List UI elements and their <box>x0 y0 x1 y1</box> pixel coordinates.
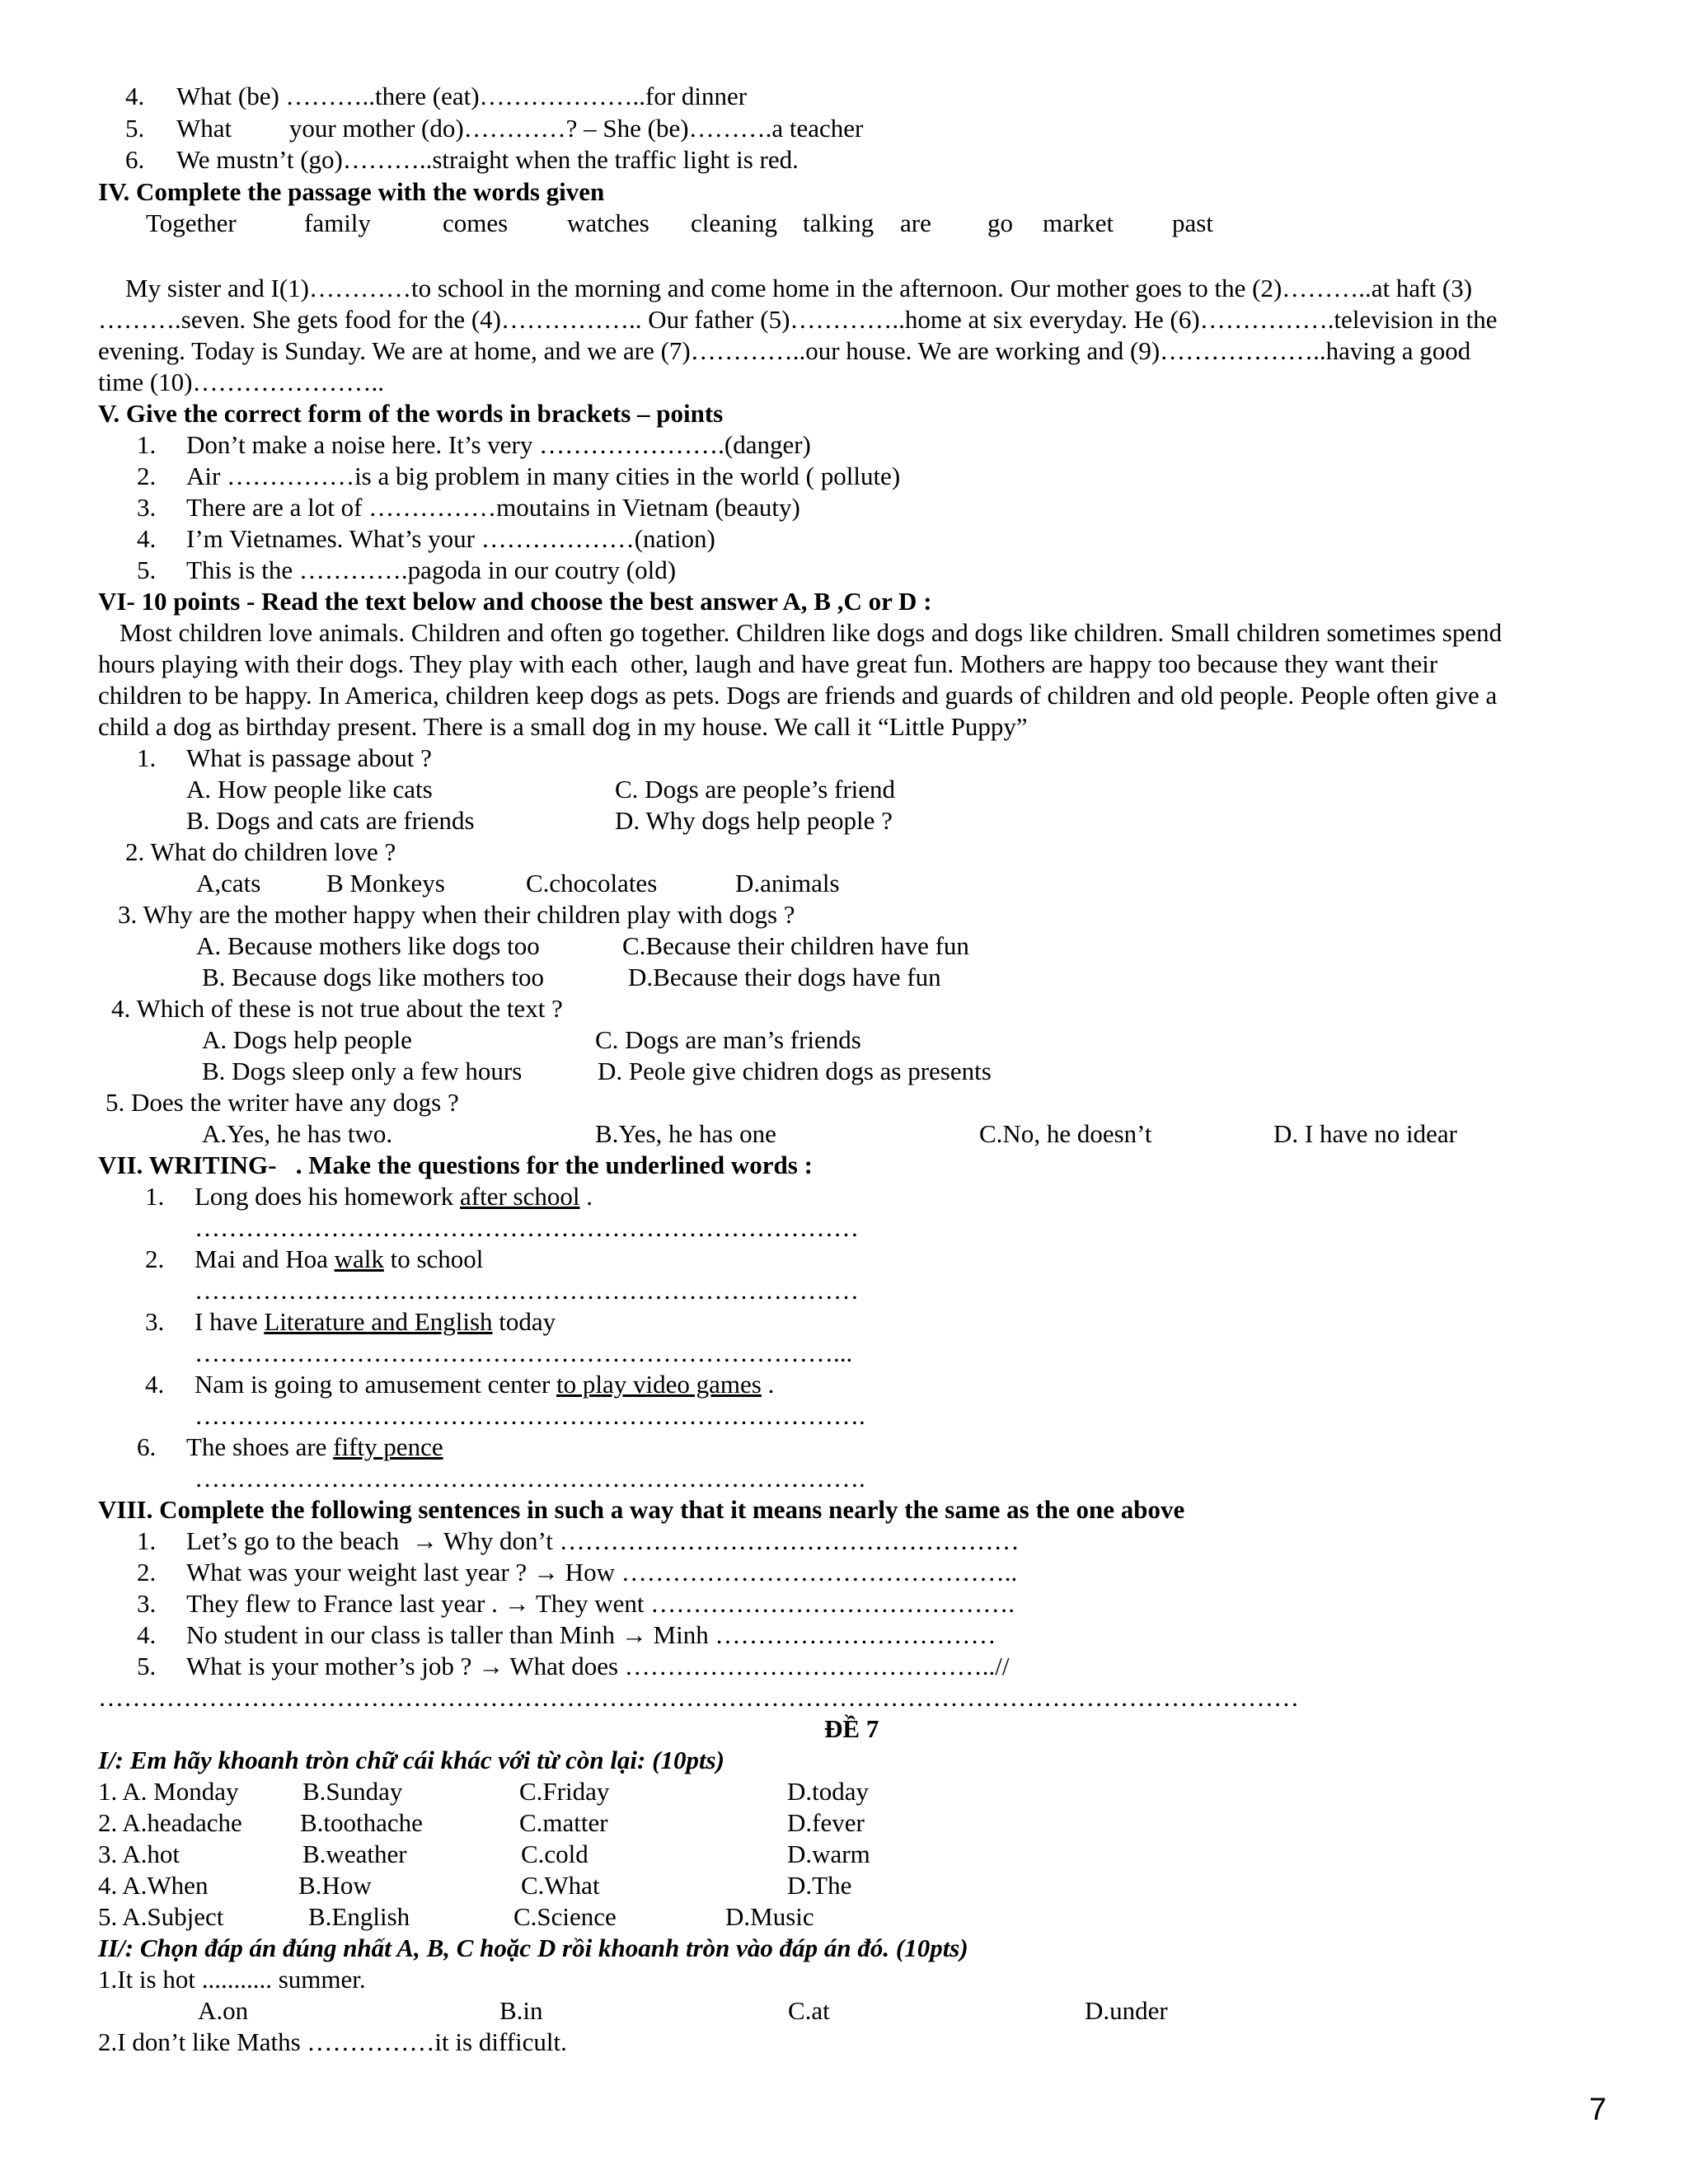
answer-option: C.at <box>788 1996 830 2025</box>
exercise-item: 2. <box>137 1558 157 1586</box>
exercise-item: 4. <box>125 82 145 110</box>
answer-option: C.No, he doesn’t <box>979 1119 1152 1148</box>
passage-line: child a dog as birthday present. There is a small dog in my house. We call it “Little Puppy” <box>98 712 1028 741</box>
answer-option: B Monkeys <box>326 869 445 898</box>
exercise-text: The shoes are fifty pence <box>186 1432 443 1461</box>
exercise-text: Mai and Hoa walk to school <box>195 1244 484 1273</box>
question-text: 2. What do children love ? <box>125 837 396 866</box>
exercise-text: We mustn’t (go)………..straight when the traffic light is red. <box>176 145 799 174</box>
answer-option: B.English <box>308 1902 410 1931</box>
exercise-item: 2. <box>137 462 157 490</box>
answer-line: ……………………………………………………………………. <box>195 1464 865 1493</box>
answer-line: ……………………………………………………………………. <box>195 1401 865 1430</box>
exercise-item: 5. <box>125 114 145 143</box>
section-heading: VIII. Complete the following sentences in such a way that it means nearly the same as the one above <box>98 1495 1185 1524</box>
exercise-text: No student in our class is taller than Minh → Minh …………………………… <box>186 1620 996 1649</box>
exercise-text: They flew to France last year . → They went ……………………………………. <box>186 1589 1015 1618</box>
answer-option: B.Sunday <box>302 1777 403 1806</box>
exercise-item: 4. <box>137 1620 157 1649</box>
section-heading: VII. WRITING- . Make the questions for the underlined words : <box>98 1151 813 1179</box>
exercise-item: 5. <box>137 1652 157 1680</box>
answer-option: 4. A.When <box>98 1871 209 1900</box>
exercise-item: 4. <box>145 1370 165 1399</box>
answer-line: …………………………………………………………………… <box>195 1213 859 1242</box>
answer-option: 5. A.Subject <box>98 1902 224 1931</box>
exercise-item: 2. <box>145 1244 165 1273</box>
answer-option: C.Friday <box>519 1777 610 1806</box>
exercise-item: 1. <box>137 1526 157 1555</box>
answer-option: B.toothache <box>300 1808 423 1837</box>
answer-option: D.animals <box>735 869 840 898</box>
word-bank-item: watches <box>567 209 649 237</box>
exercise-text: Nam is going to amusement center to play video games . <box>195 1370 775 1399</box>
answer-option: D.today <box>787 1777 870 1806</box>
question-text: 1.It is hot ........... summer. <box>98 1965 366 1994</box>
exercise-text: I’m Vietnames. What’s your ………………(nation) <box>186 524 715 553</box>
exercise-text: What is your mother’s job ? → What does ……………………………………..// <box>186 1652 1010 1680</box>
exercise-item: 3. <box>145 1307 165 1336</box>
answer-option: D. Peole give chidren dogs as presents <box>598 1057 992 1085</box>
underlined-words: walk <box>334 1244 384 1273</box>
question-number: 1. <box>137 743 157 772</box>
answer-option: B.How <box>298 1871 372 1900</box>
answer-option: A.Yes, he has two. <box>202 1119 393 1148</box>
word-bank-item: market <box>1043 209 1114 237</box>
exercise-text: Don’t make a noise here. It’s very ………………….(danger) <box>186 430 811 459</box>
answer-option: A.on <box>198 1996 249 2025</box>
word-bank-item: comes <box>443 209 509 237</box>
answer-option: C.Because their children have fun <box>622 931 969 960</box>
section-heading: I/: Em hãy khoanh tròn chữ cái khác với từ còn lại: (10pts) <box>98 1746 724 1774</box>
answer-option: B.weather <box>302 1840 407 1868</box>
answer-option: D.Music <box>725 1902 814 1931</box>
exercise-item: 6. <box>125 145 145 174</box>
answer-option: C. Dogs are man’s friends <box>595 1025 861 1054</box>
answer-option: D. Why dogs help people ? <box>615 806 893 835</box>
passage-line: Most children love animals. Children and often go together. Children like dogs and dogs like children. Small children sometimes spend <box>120 618 1503 647</box>
answer-option: 3. A.hot <box>98 1840 181 1868</box>
answer-option: C.What <box>521 1871 600 1900</box>
exercise-item: 1. <box>137 430 157 459</box>
answer-option: D. I have no idear <box>1273 1119 1457 1148</box>
answer-line: …………………………………………………………………… <box>195 1276 859 1305</box>
question-text: 4. Which of these is not true about the text ? <box>111 994 563 1023</box>
word-bank-item: are <box>900 209 931 237</box>
answer-option: B. Because dogs like mothers too <box>202 963 544 991</box>
answer-option: B. Dogs sleep only a few hours <box>202 1057 523 1085</box>
answer-option: D.fever <box>787 1808 865 1837</box>
underlined-words: to play video games <box>556 1370 762 1399</box>
answer-option: D.warm <box>787 1840 870 1868</box>
exercise-text: What your mother (do)…………? – She (be)……….a teacher <box>176 114 864 143</box>
answer-option: B. Dogs and cats are friends <box>186 806 475 835</box>
exercise-text: This is the ………….pagoda in our coutry (old) <box>186 555 677 584</box>
exercise-text: What (be) ………..there (eat)………………..for dinner <box>176 82 748 110</box>
answer-option: D.The <box>787 1871 852 1900</box>
underlined-words: Literature and English <box>264 1307 493 1336</box>
exercise-text: What was your weight last year ? → How ……………………………………….. <box>186 1558 1018 1586</box>
question-text: 2.I don’t like Maths ……………it is difficult. <box>98 2027 567 2056</box>
exercise-item: 5. <box>137 555 157 584</box>
word-bank-item: cleaning <box>691 209 778 237</box>
answer-option: 2. A.headache <box>98 1808 242 1837</box>
answer-option: B.Yes, he has one <box>595 1119 776 1148</box>
passage-line: hours playing with their dogs. They play with each other, laugh and have great fun. Mothers are happy too because they want their <box>98 649 1438 678</box>
section-heading: II/: Chọn đáp án đúng nhất A, B, C hoặc D rồi khoanh tròn vào đáp án đó. (10pts) <box>98 1933 968 1962</box>
answer-option: B.in <box>499 1996 543 2025</box>
question-text: What is passage about ? <box>186 743 432 772</box>
question-text: 5. Does the writer have any dogs ? <box>106 1088 459 1117</box>
passage-line: time (10)………………….. <box>98 368 384 396</box>
exercise-text: I have Literature and English today <box>195 1307 556 1336</box>
exercise-text: Let’s go to the beach → Why don’t ……………………………………………… <box>186 1526 1020 1555</box>
exercise-text: Long does his homework after school . <box>195 1182 593 1211</box>
answer-option: A. Because mothers like dogs too <box>196 931 540 960</box>
answer-option: D.under <box>1085 1996 1168 2025</box>
passage-line: ……….seven. She gets food for the (4)…………….. Our father (5)…………..home at six everyday. He (6)…………….television in the <box>98 305 1498 334</box>
answer-option: 1. A. Monday <box>98 1777 239 1806</box>
word-bank-item: Together <box>146 209 237 237</box>
passage-line: children to be happy. In America, children keep dogs as pets. Dogs are friends and guards of children and old people. People often give a <box>98 681 1498 710</box>
underlined-words: after school <box>460 1182 580 1211</box>
answer-option: C.chocolates <box>526 869 658 898</box>
answer-option: A. Dogs help people <box>202 1025 412 1054</box>
page-number: 7 <box>1589 2093 1607 2127</box>
passage-line: evening. Today is Sunday. We are at home, and we are (7)…………..our house. We are working and (9)………………..having a good <box>98 336 1471 365</box>
exercise-item: 3. <box>137 1589 157 1618</box>
question-text: 3. Why are the mother happy when their children play with dogs ? <box>118 900 795 929</box>
separator-line: …………………………………………………………………………………………………………………………… <box>98 1683 1299 1712</box>
exercise-text: Air ……………is a big problem in many cities in the world ( pollute) <box>186 462 901 490</box>
exercise-item: 3. <box>137 493 157 522</box>
underlined-words: fifty pence <box>333 1432 443 1461</box>
answer-option: C.Science <box>513 1902 617 1931</box>
exercise-item: 6. <box>137 1432 157 1461</box>
answer-option: C.cold <box>521 1840 588 1868</box>
answer-line: …………………………………………………………………... <box>195 1338 853 1367</box>
answer-option: C.matter <box>519 1808 608 1837</box>
test-title: ĐỀ 7 <box>824 1714 879 1743</box>
section-heading: VI- 10 points - Read the text below and choose the best answer A, B ,C or D : <box>98 587 932 616</box>
exercise-item: 1. <box>145 1182 165 1211</box>
exercise-text: There are a lot of ……………moutains in Vietnam (beauty) <box>186 493 800 522</box>
word-bank-item: go <box>987 209 1013 237</box>
answer-option: D.Because their dogs have fun <box>628 963 941 991</box>
answer-option: A,cats <box>196 869 261 898</box>
section-heading: IV. Complete the passage with the words given <box>98 177 605 206</box>
answer-option: C. Dogs are people’s friend <box>615 775 896 804</box>
section-heading: V. Give the correct form of the words in brackets – points <box>98 399 724 428</box>
word-bank-item: family <box>304 209 371 237</box>
word-bank-item: past <box>1172 209 1213 237</box>
answer-option: A. How people like cats <box>186 775 433 804</box>
exercise-item: 4. <box>137 524 157 553</box>
passage-line: My sister and I(1)…………to school in the morning and come home in the afternoon. Our mother goes to the (2)………..at haft (3) <box>125 274 1473 302</box>
word-bank-item: talking <box>803 209 874 237</box>
